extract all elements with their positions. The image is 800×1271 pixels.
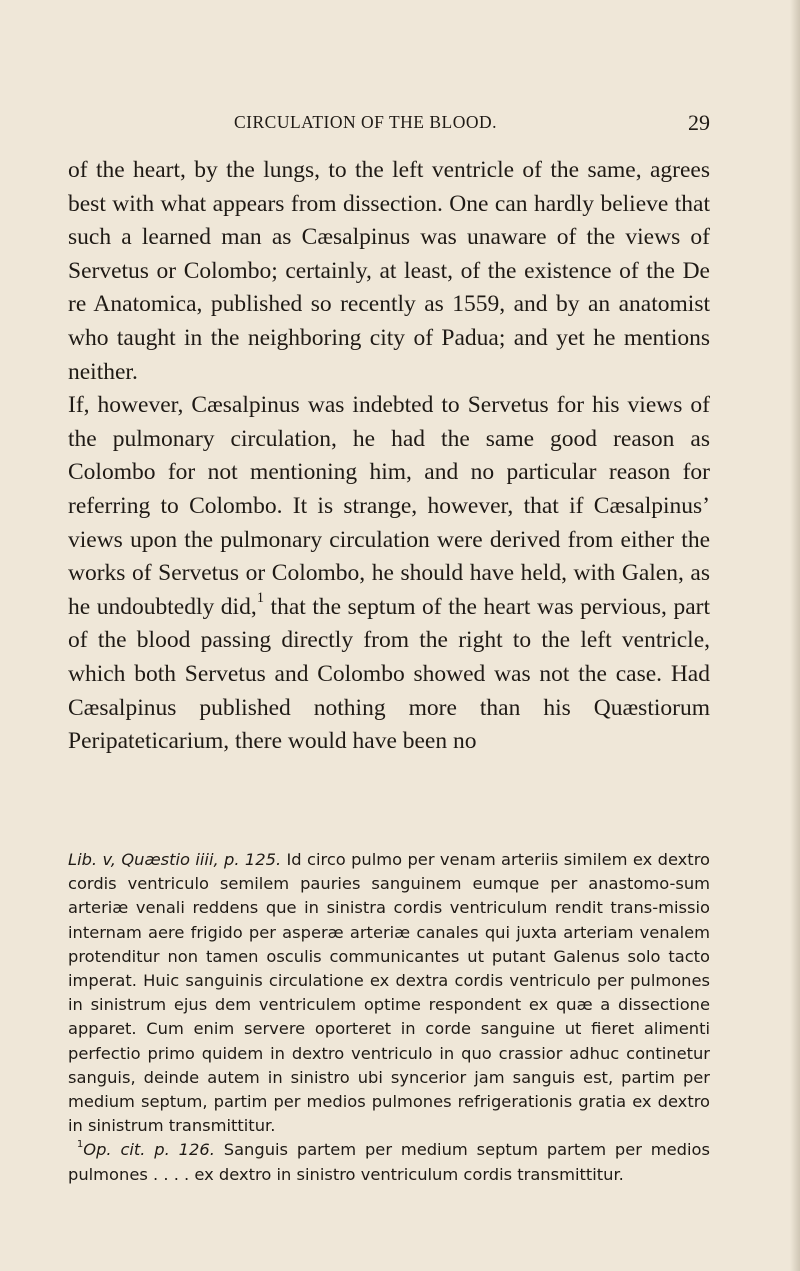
running-title: CIRCULATION OF THE BLOOD.	[234, 112, 498, 132]
paragraph-2-start: If, however, Cæsalpinus was indebted to Servetus for his views of the pulmonary circulation, he had the same good reason as Colombo for not mentioning him, and no particular reason for referring to Colombo. It is strange, however, that if Cæsalpinus’ views upon the pulmonary circulation were derived from either the works of Servetus or Colombo, he should have held, with Galen, as he undoubtedly did,	[68, 392, 710, 620]
paragraph-2-end: that the septum of the heart was pervious, part of the blood passing directly from the right to the left ventricle, which both Servetus and Colombo showed was not the case. Had Cæsalpinus published nothing more than his Quæstiorum Peripateticarium, there would have been no	[68, 593, 710, 755]
footnote-2-marker: 1	[76, 1139, 84, 1150]
footnote-reference: 1	[256, 589, 264, 606]
footnote-2-text: Sanguis partem per medium septum partem per medios pulmones . . . . ex dextro in sinistro ventriculum cordis transmittitur.	[68, 1140, 710, 1184]
footnote-2-citation: Op. cit. p. 126.	[83, 1140, 215, 1160]
main-text	[68, 154, 710, 759]
footnote-1	[68, 848, 710, 1138]
paragraph-1: of the heart, by the lungs, to the left ventricle of the same, agrees best with what appears from dissection. One can hardly believe that such a learned man as Cæsalpinus was unaware of the views of Servetus or Colombo; certainly, at least, of the existence of the De re Anatomica, published so recently as 1559, and by an anatomist who taught in the neighboring city of Padua; and yet he mentions neither.	[68, 157, 710, 385]
footnote-2	[68, 1138, 710, 1186]
footnote-1-citation: Lib. v, Quæstio iiii, p. 125.	[68, 850, 282, 869]
footnotes	[68, 848, 710, 1187]
paragraph-2	[68, 389, 710, 759]
page-number: 29	[688, 110, 710, 135]
footnote-1-text: Id circo pulmo per venam arteriis similem ex dextro cordis ventriculo semilem pauries sanguinem eumque per anastomo-sum arteriæ venali reddens que in sinistra cordis ventriculum rendit trans-missio internam aere frigido per asperæ arteriæ canales qui juxta arteriam venalem protenditur non tamen osculis communicantes ut putant Galenus solo tacto imperat. Huic sanguinis circulatione ex dextra cordis ventriculo per pulmones in sinistrum ejus dem ventriculem optime respondent ex quæ a dissectione apparet. Cum enim servere oporteret in corde sanguine ut fieret alimenti perfectio primo quidem in dextro ventriculo in quo crassior adhuc continetur sanguis, deinde autem in sinistro ubi syncerior jam sanguis est, partim per medium septum, partim per medios pulmones refrigerationis gratia ex dextro in sinistrum transmittitur.	[68, 850, 710, 1136]
page-edge-shadow	[790, 0, 800, 1271]
page-header	[68, 112, 710, 136]
